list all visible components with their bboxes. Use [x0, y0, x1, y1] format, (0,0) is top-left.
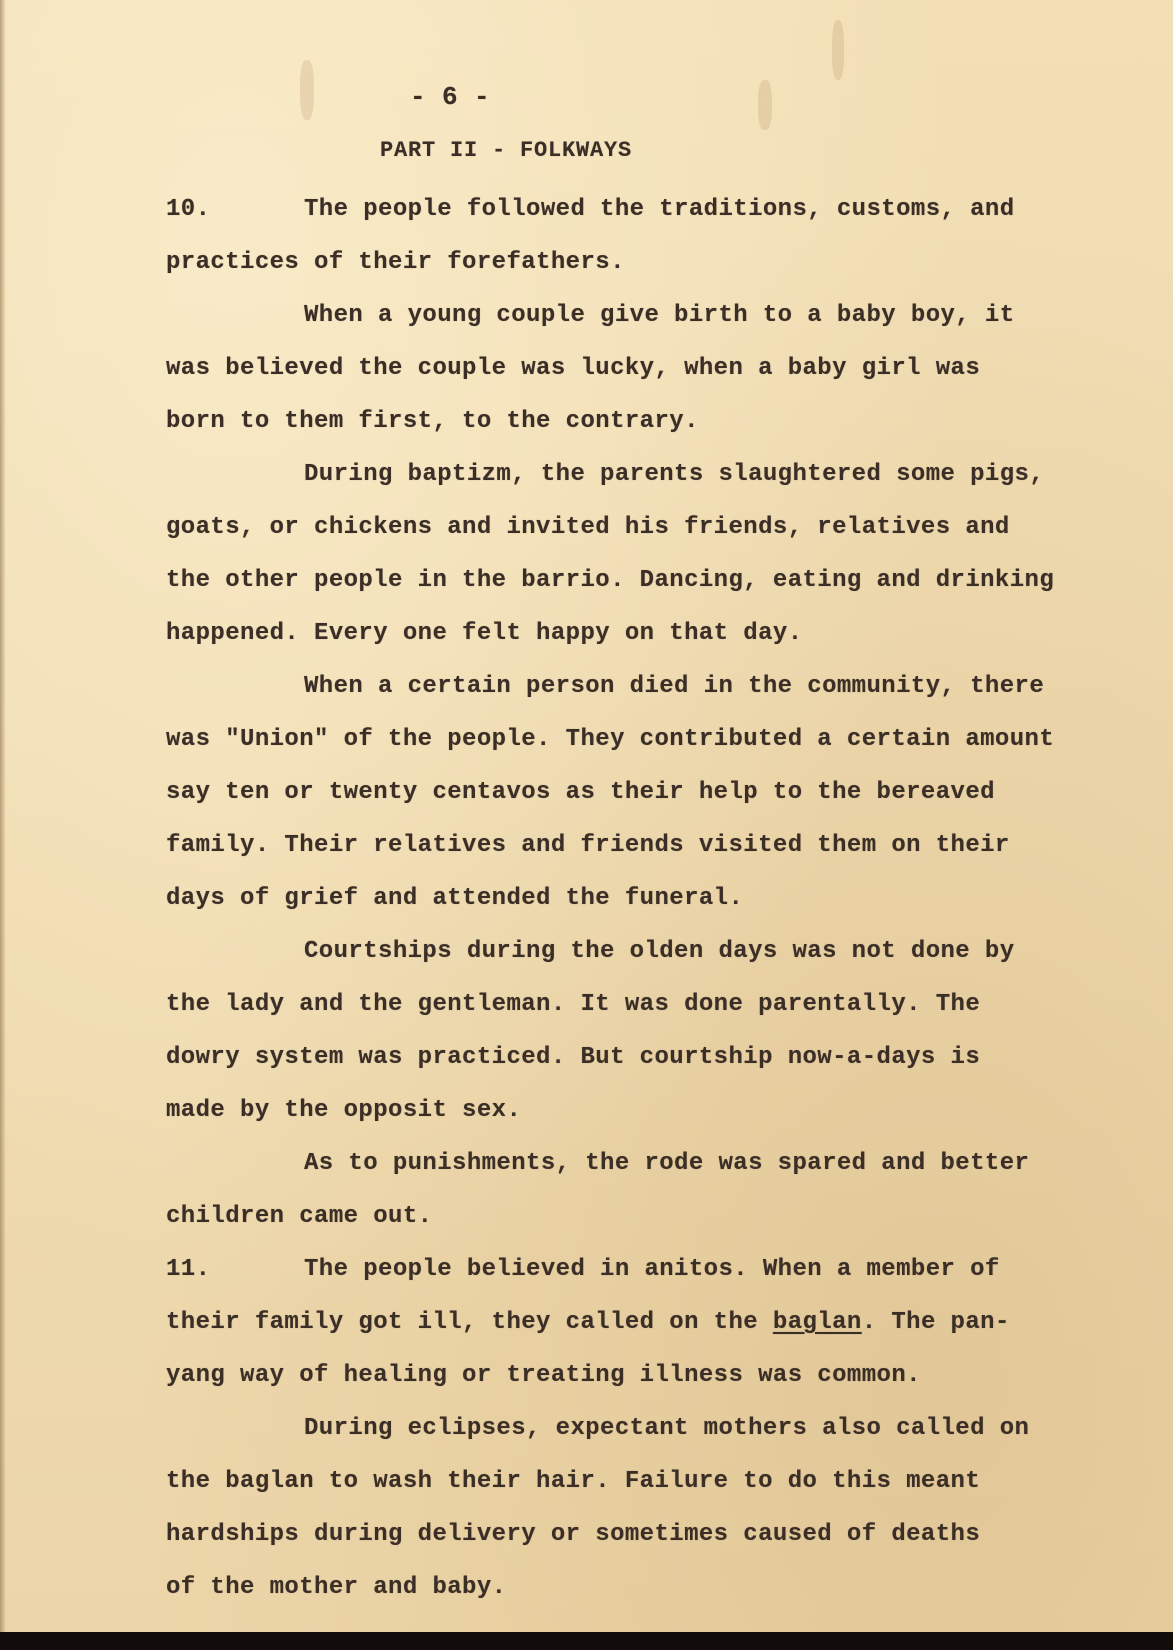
- paragraph-line: the other people in the barrio. Dancing, eating and drinking: [166, 567, 1055, 594]
- paragraph-line: was believed the couple was lucky, when a baby girl was: [166, 355, 981, 382]
- section-number: 11.: [166, 1256, 211, 1283]
- paragraph-line: During eclipses, expectant mothers also called on: [304, 1415, 1030, 1442]
- paragraph-line: of the mother and baby.: [166, 1574, 507, 1601]
- paragraph-line: days of grief and attended the funeral.: [166, 885, 744, 912]
- scan-bottom-border: [0, 1632, 1173, 1650]
- paragraph-line: the baglan to wash their hair. Failure to do this meant: [166, 1468, 981, 1495]
- paper-smudge: [300, 60, 314, 120]
- paragraph-line: happened. Every one felt happy on that day.: [166, 620, 803, 647]
- paragraph-line: Courtships during the olden days was not done by: [304, 938, 1015, 965]
- section-number: 10.: [166, 196, 211, 223]
- text-segment: . The pan-: [861, 1309, 1010, 1336]
- paragraph-line: say ten or twenty centavos as their help to the bereaved: [166, 779, 995, 806]
- paragraph-line: made by the opposit sex.: [166, 1097, 522, 1124]
- paragraph-line: children came out.: [166, 1203, 433, 1230]
- paragraph-line: goats, or chickens and invited his friends, relatives and: [166, 514, 1010, 541]
- paragraph-line: The people believed in anitos. When a member of: [304, 1256, 1000, 1283]
- paragraph-line: family. Their relatives and friends visited them on their: [166, 832, 1010, 859]
- paragraph-line: During baptizm, the parents slaughtered some pigs,: [304, 461, 1045, 488]
- paragraph-line: As to punishments, the rode was spared and better: [304, 1150, 1030, 1177]
- paragraph-line: When a certain person died in the community, there: [304, 673, 1045, 700]
- page-number: - 6 -: [410, 82, 491, 112]
- paragraph-line: When a young couple give birth to a baby boy, it: [304, 302, 1015, 329]
- paragraph-line: hardships during delivery or sometimes caused of deaths: [166, 1521, 981, 1548]
- paper-smudge: [758, 80, 772, 130]
- paragraph-line: dowry system was practiced. But courtship now-a-days is: [166, 1044, 981, 1071]
- paragraph-line: The people followed the traditions, customs, and: [304, 196, 1015, 223]
- paper-smudge: [832, 20, 844, 80]
- underlined-term: baglan: [772, 1309, 862, 1336]
- paragraph-line: yang way of healing or treating illness was common.: [166, 1362, 921, 1389]
- paragraph-line: practices of their forefathers.: [166, 249, 625, 276]
- paragraph-line: [166, 1309, 1010, 1336]
- text-segment: their family got ill, they called on the: [166, 1309, 773, 1336]
- page-heading: PART II - FOLKWAYS: [380, 138, 633, 163]
- paragraph-line: the lady and the gentleman. It was done parentally. The: [166, 991, 981, 1018]
- paragraph-line: was "Union" of the people. They contributed a certain amount: [166, 726, 1055, 753]
- page-left-edge: [0, 0, 6, 1632]
- paragraph-line: born to them first, to the contrary.: [166, 408, 699, 435]
